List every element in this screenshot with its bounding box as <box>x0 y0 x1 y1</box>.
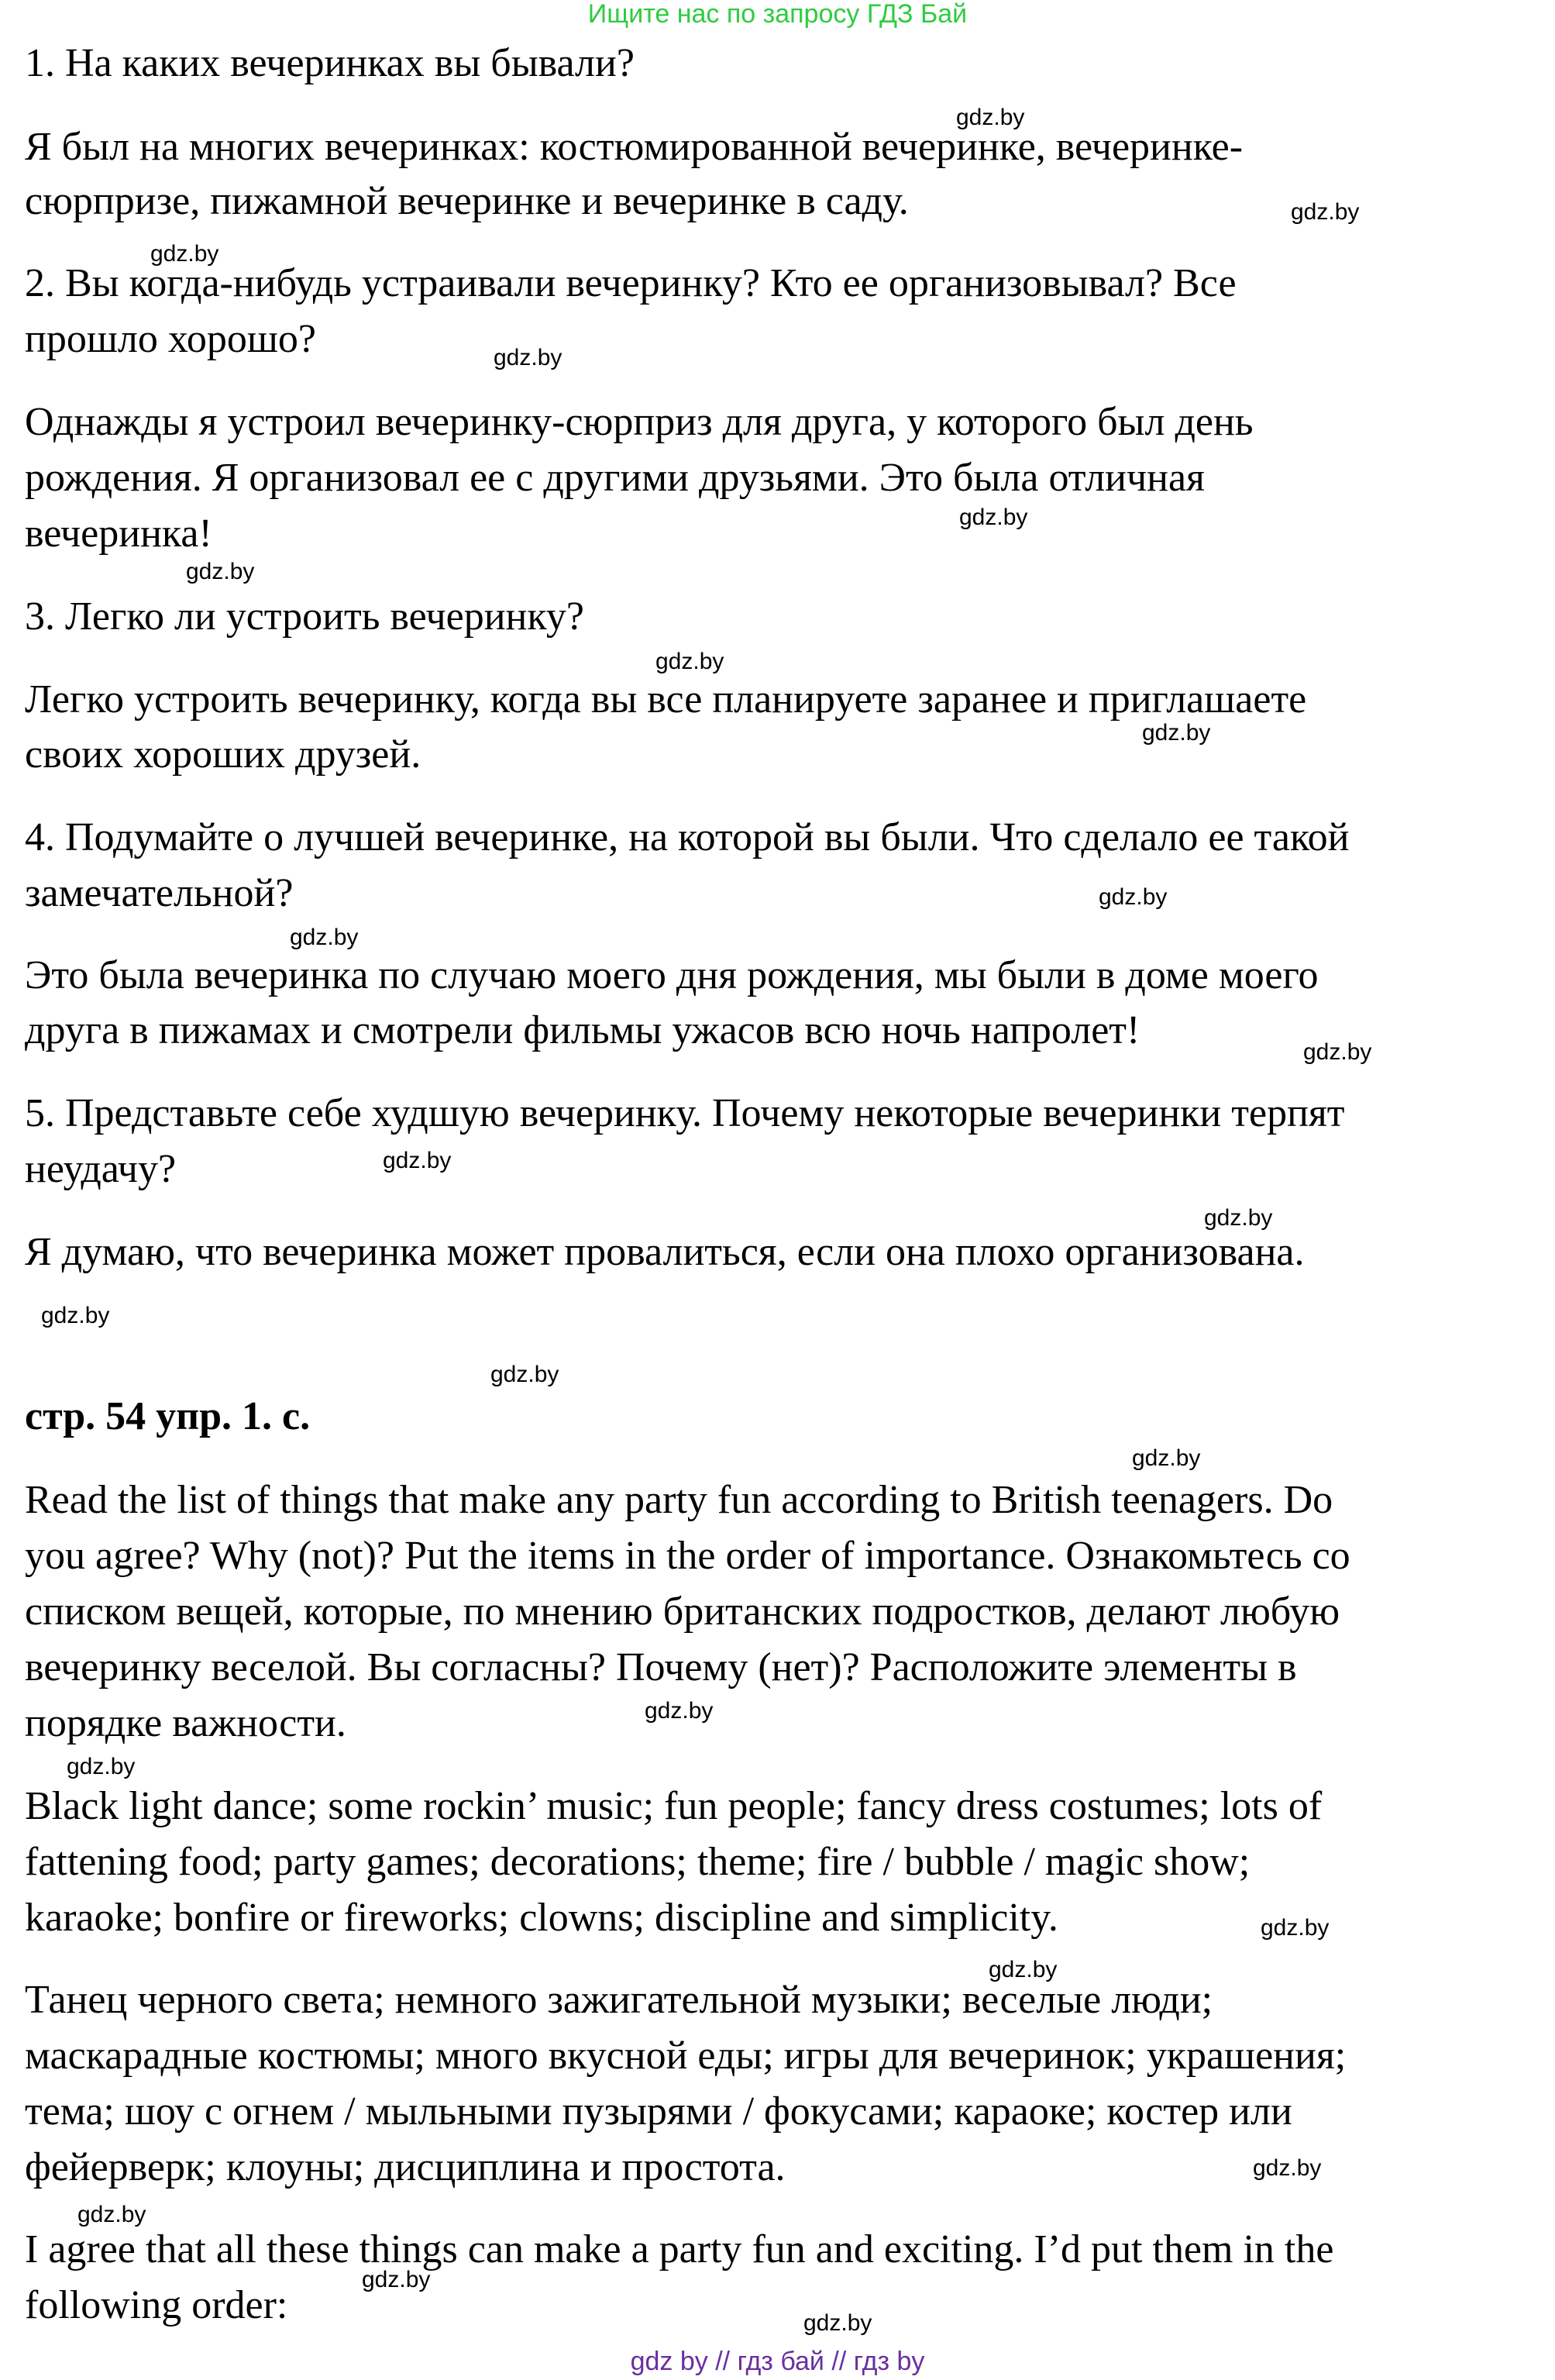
answer-3-line-2: своих хороших друзей. <box>25 732 421 777</box>
answer-en-line-2: following order: <box>25 2283 288 2327</box>
watermark: gdz.by <box>1261 1915 1330 1941</box>
exercise-heading: стр. 54 упр. 1. с. <box>25 1394 311 1438</box>
watermark: gdz.by <box>77 2202 146 2227</box>
watermark: gdz.by <box>655 649 724 674</box>
question-3: 3. Легко ли устроить вечеринку? <box>25 594 584 639</box>
task-line-5: порядке важности. <box>25 1701 346 1745</box>
watermark: gdz.by <box>1204 1205 1273 1231</box>
question-2-line-1: 2. Вы когда-нибудь устраивали вечеринку? Кто ее организовывал? Все <box>25 261 1237 305</box>
footer-links <box>0 2347 1555 2376</box>
answer-2-line-1: Однажды я устроил вечеринку-сюрприз для друга, у которого был день <box>25 400 1254 444</box>
watermark: gdz.by <box>989 1957 1058 1982</box>
list-ru-line-4: фейерверк; клоуны; дисциплина и простота. <box>25 2145 786 2189</box>
question-1: 1. На каких вечеринках вы бывали? <box>25 41 635 85</box>
watermark: gdz.by <box>490 1362 559 1387</box>
watermark: gdz.by <box>362 2267 431 2292</box>
list-ru-line-1: Танец черного света; немного зажигательной музыки; веселые люди; <box>25 1978 1213 2022</box>
watermark: gdz.by <box>1291 199 1360 225</box>
list-ru-line-2: маскарадные костюмы; много вкусной еды; игры для вечеринок; украшения; <box>25 2034 1347 2078</box>
list-en-line-2: fattening food; party games; decorations; theme; fire / bubble / magic show; <box>25 1840 1251 1884</box>
watermark: gdz.by <box>41 1303 110 1328</box>
watermark: gdz.by <box>67 1754 136 1779</box>
answer-4-line-1: Это была вечеринка по случаю моего дня рождения, мы были в доме моего <box>25 953 1319 997</box>
question-2-line-2: прошло хорошо? <box>25 317 316 361</box>
answer-5: Я думаю, что вечеринка может провалиться, если она плохо организована. <box>25 1230 1305 1274</box>
footer-separator: // <box>831 2347 847 2376</box>
answer-en-line-1: I agree that all these things can make a party fun and exciting. I’d put them in the <box>25 2227 1334 2272</box>
footer-link-gdz-bai[interactable]: гдз бай <box>737 2347 824 2376</box>
task-line-4: вечеринку веселой. Вы согласны? Почему (нет)? Расположите элементы в <box>25 1645 1297 1689</box>
watermark: gdz.by <box>803 2310 872 2336</box>
answer-1-line-1: Я был на многих вечеринках: костюмированной вечеринке, вечеринке- <box>25 125 1244 169</box>
watermark: gdz.by <box>1099 884 1168 910</box>
watermark: gdz.by <box>1253 2155 1322 2181</box>
question-4-line-1: 4. Подумайте о лучшей вечеринке, на которой вы были. Что сделало ее такой <box>25 815 1350 859</box>
answer-4-line-2: друга в пижамах и смотрели фильмы ужасов всю ночь напролет! <box>25 1008 1140 1052</box>
list-en-line-1: Black light dance; some rockin’ music; fun people; fancy dress costumes; lots of <box>25 1784 1323 1828</box>
question-4-line-2: замечательной? <box>25 871 294 915</box>
answer-1-line-2: сюрпризе, пижамной вечеринке и вечеринке в саду. <box>25 179 909 223</box>
footer-separator: // <box>715 2347 731 2376</box>
task-line-3: списком вещей, которые, по мнению британских подростков, делают любую <box>25 1590 1340 1634</box>
watermark: gdz.by <box>186 559 255 584</box>
footer-link-gdz-by[interactable]: gdz by <box>630 2347 708 2376</box>
watermark: gdz.by <box>956 105 1025 130</box>
answer-2-line-2: рождения. Я организовал ее с другими друзьями. Это была отличная <box>25 456 1205 500</box>
list-en-line-3: karaoke; bonfire or fireworks; clowns; discipline and simplicity. <box>25 1896 1058 1940</box>
watermark: gdz.by <box>494 345 562 370</box>
question-5-line-2: неудачу? <box>25 1147 177 1191</box>
answer-3-line-1: Легко устроить вечеринку, когда вы все планируете заранее и приглашаете <box>25 677 1307 722</box>
watermark: gdz.by <box>1132 1445 1201 1471</box>
answer-2-line-3: вечеринка! <box>25 511 212 556</box>
task-line-2: you agree? Why (not)? Put the items in the order of importance. Ознакомьтесь со <box>25 1534 1350 1578</box>
watermark: gdz.by <box>1142 720 1211 746</box>
footer-link-gdz-by-ru[interactable]: гдз by <box>853 2347 925 2376</box>
top-banner: Ищите нас по запросу ГДЗ Бай <box>587 0 968 29</box>
question-5-line-1: 5. Представьте себе худшую вечеринку. Почему некоторые вечеринки терпят <box>25 1091 1345 1135</box>
task-line-1: Read the list of things that make any party fun according to British teenagers. Do <box>25 1478 1333 1522</box>
watermark: gdz.by <box>150 241 219 267</box>
watermark: gdz.by <box>959 505 1028 530</box>
watermark: gdz.by <box>290 925 359 950</box>
watermark: gdz.by <box>645 1698 714 1724</box>
watermark: gdz.by <box>383 1148 452 1173</box>
watermark: gdz.by <box>1303 1039 1372 1065</box>
list-ru-line-3: тема; шоу с огнем / мыльными пузырями / фокусами; караоке; костер или <box>25 2089 1292 2134</box>
